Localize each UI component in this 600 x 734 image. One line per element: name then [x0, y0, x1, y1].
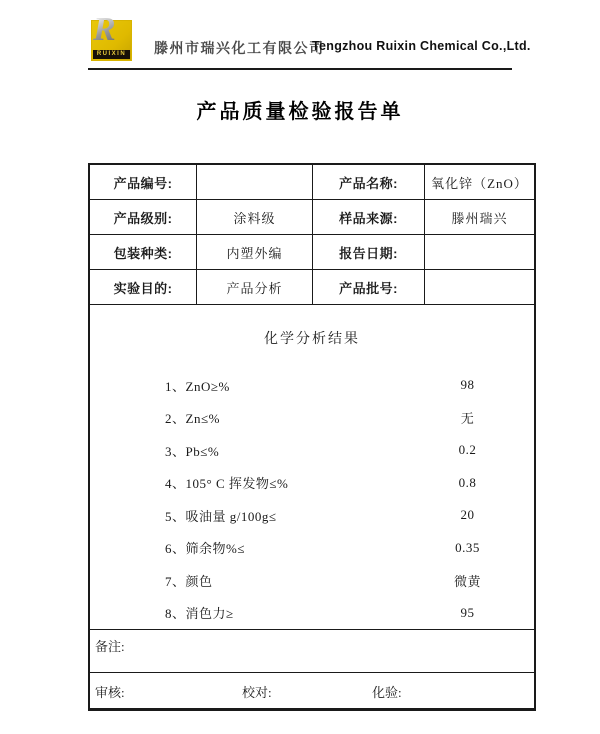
header-divider-line: [88, 68, 512, 70]
label-product-code: 产品编号:: [90, 165, 197, 200]
item-label: 1、ZnO≥%: [165, 378, 230, 394]
item-value: 无: [460, 411, 475, 427]
analysis-heading: 化学分析结果: [264, 332, 360, 347]
label-package-type: 包装种类:: [90, 235, 197, 270]
item-label: 2、Zn≤%: [165, 411, 220, 427]
analysis-item: [90, 402, 534, 435]
tester-label: 化验:: [372, 685, 402, 700]
label-batch-number: 产品批号:: [313, 270, 425, 305]
analysis-items: [90, 369, 534, 629]
item-label: 6、筛余物%≤: [165, 541, 245, 557]
value-package-type: 内塑外编: [197, 235, 313, 270]
label-sample-source: 样品来源:: [313, 200, 425, 235]
item-value: 20: [460, 507, 475, 523]
info-grid: [90, 165, 534, 305]
analysis-item: [90, 564, 534, 597]
analysis-item: [90, 434, 534, 467]
analysis-item: [90, 532, 534, 565]
item-value: 0.8: [458, 474, 477, 490]
item-value: 0.2: [458, 442, 477, 458]
label-test-purpose: 实验目的:: [90, 270, 197, 305]
value-test-purpose: 产品分析: [197, 270, 313, 305]
item-label: 7、颜色: [165, 573, 213, 589]
logo-r-glyph: R: [93, 11, 116, 48]
value-product-name: 氧化锌（ZnO）: [425, 165, 534, 200]
company-name-chinese: 滕州市瑞兴化工有限公司: [154, 42, 325, 57]
value-batch-number: [425, 270, 534, 305]
item-label: 5、吸油量 g/100g≤: [165, 508, 277, 524]
auditor-label: 审核:: [95, 685, 125, 700]
remark-label: 备注:: [95, 639, 125, 654]
value-sample-source: 滕州瑞兴: [425, 200, 534, 235]
label-product-grade: 产品级别:: [90, 200, 197, 235]
item-value: 95: [460, 604, 475, 620]
company-name-english: Tengzhou Ruixin Chemical Co.,Ltd.: [312, 39, 531, 53]
report-table: [88, 163, 536, 711]
analysis-item: [90, 467, 534, 500]
remark-row: [90, 630, 534, 673]
page-title: 产品质量检验报告单: [196, 101, 404, 123]
proofreader-label: 校对:: [242, 685, 272, 700]
analysis-item: [90, 369, 534, 402]
analysis-item: [90, 597, 534, 630]
label-product-name: 产品名称:: [313, 165, 425, 200]
item-label: 8、消色力≥: [165, 606, 234, 622]
item-value: 微黄: [453, 573, 481, 589]
analysis-item: [90, 499, 534, 532]
label-report-date: 报告日期:: [313, 235, 425, 270]
value-product-code: [197, 165, 313, 200]
item-label: 4、105° C 挥发物≤%: [165, 476, 289, 492]
company-logo: [92, 11, 131, 60]
signature-row: [90, 673, 534, 708]
value-product-grade: 涂料级: [197, 200, 313, 235]
item-value: 0.35: [455, 539, 480, 555]
item-label: 3、Pb≤%: [165, 443, 220, 459]
analysis-section: [90, 305, 534, 630]
item-value: 98: [460, 377, 475, 393]
logo-brand-text: RUIXIN: [93, 50, 130, 59]
value-report-date: [425, 235, 534, 270]
